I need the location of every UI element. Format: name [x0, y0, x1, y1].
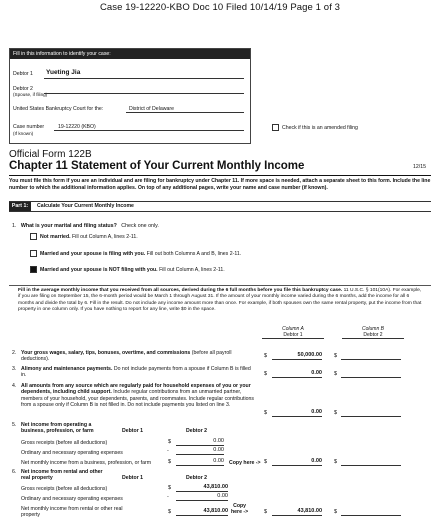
line-6-r2-minus: -: [167, 494, 169, 500]
line-6-r1-dollar: $: [168, 485, 172, 491]
debtor2-line: [44, 93, 244, 94]
line-5-r2-debtor2-value[interactable]: 0.00: [176, 446, 224, 455]
married-separate-checkbox[interactable]: [30, 266, 37, 273]
line-4-household: 4. All amounts from any source which are regularly paid for household expenses of you or your dependents, including child support. Include regular contributions from an unmarried partner, members of your household, your dependents, parents, and roommates. Include regular contributions from a spouse only if Column B is not filled in. Do not include payments you listed on line 3.: [12, 383, 254, 408]
line-5-net-income: Net monthly income from a business, profession, or farm: [21, 460, 152, 466]
amended-filing-option[interactable]: [272, 124, 358, 131]
case-number-value: 19-12220 (KBO): [58, 124, 96, 130]
line-6-col-b-value[interactable]: [341, 507, 401, 516]
line-6-r2-debtor2-value[interactable]: 0.00: [176, 492, 228, 501]
case-identification-box: [9, 48, 251, 144]
line-5-gross-receipts: Gross receipts (before all deductions): [21, 440, 108, 446]
part1-bar: [9, 201, 431, 212]
official-form-number: Official Form 122B: [9, 149, 92, 160]
line-4-b-dollar: $: [334, 410, 338, 416]
line-5-r2-minus: -: [167, 448, 169, 454]
part1-title: Calculate Your Current Monthly Income: [37, 203, 134, 209]
identify-bar: Fill in this information to identify your case:: [10, 49, 250, 59]
question-1-text: What is your marital and filing status?: [20, 223, 117, 229]
line-6-debtor2-header: Debtor 2: [186, 475, 208, 481]
line-6-col-a-value[interactable]: 43,810.00: [272, 507, 322, 516]
option-married-separate[interactable]: Married and your spouse is NOT filing with you. Fill out Column A, lines 2-11.: [30, 266, 225, 273]
case-header: Case 19-12220-KBO Doc 10 Filed 10/14/19 Page 1 of 3: [99, 2, 341, 13]
title-rule: [9, 175, 431, 176]
line-4-dollar: $: [264, 410, 268, 416]
debtor1-name: Yueting Jia: [46, 69, 81, 76]
line-5-col-a-value[interactable]: 0.00: [272, 457, 322, 466]
form-title: Chapter 11 Statement of Your Current Monthly Income: [9, 160, 305, 172]
line-3-dollar: $: [264, 371, 268, 377]
court-line: [126, 112, 244, 113]
line-6-net-income: Net monthly income from rental or other real property: [21, 506, 123, 519]
line-5-debtor2-header: Debtor 2: [186, 428, 208, 434]
line-2-col-a-value[interactable]: 50,000.00: [272, 351, 322, 360]
line-5-col-b-value[interactable]: [341, 457, 401, 466]
case-number-label: Case number: [13, 124, 45, 130]
case-number-sub: (If known): [13, 131, 34, 136]
line-6-copy-here: Copy here ->: [231, 503, 249, 515]
form-date: 12/15: [413, 164, 426, 170]
line-2-col-b-value[interactable]: [341, 351, 401, 360]
line-5-b-dollar: $: [334, 459, 338, 465]
line-6-gross-receipts: Gross receipts (before all deductions): [21, 486, 108, 492]
question-1-sub: Check one only.: [121, 223, 159, 229]
line-6-operating-expenses: Ordinary and necessary operating expenses: [21, 496, 123, 502]
line-4-col-a-value[interactable]: 0.00: [272, 408, 322, 417]
line-5-operating-expenses: Ordinary and necessary operating expenses: [21, 450, 123, 456]
case-number-line: [54, 130, 244, 131]
line-5-a-dollar: $: [264, 459, 268, 465]
form-instructions: You must file this form if you are an individual and are filing for bankruptcy under Chapter 11. If more space is needed, attach a separate sheet to this form. Include the line number to which the additional information applies. On top of any additional pages, write your name and case number (if known).: [9, 178, 431, 191]
amended-checkbox[interactable]: [272, 124, 279, 131]
line-2-wages: 2. Your gross wages, salary, tips, bonuses, overtime, and commissions (before all payroll deductions).: [12, 350, 232, 363]
line-3-alimony: 3. Alimony and maintenance payments. Do not include payments from a spouse if Column B is filled in.: [12, 366, 251, 379]
line-5-r1-debtor2-value[interactable]: 0.00: [176, 437, 224, 446]
line-5-debtor1-header: Debtor 1: [122, 428, 144, 434]
court-value: District of Delaware: [129, 106, 174, 112]
line-6-rental: 6. Net income from rental and other real property: [12, 469, 103, 482]
debtor1-line: [44, 78, 244, 79]
line-6-r1-debtor2-value[interactable]: 43,810.00: [176, 483, 228, 492]
debtor1-label: Debtor 1: [13, 71, 33, 77]
debtor2-label: Debtor 2: [13, 86, 33, 92]
question-1: 1. What is your marital and filing status? Check one only.: [12, 223, 159, 229]
line-5-r3-debtor2-value[interactable]: 0.00: [176, 457, 224, 466]
option-married-joint[interactable]: Married and your spouse is filing with you. Fill out both Columns A and B, lines 2-11.: [30, 250, 241, 257]
average-income-instructions: Fill in the average monthly income that you received from all sources, derived during the 6 full months before you file this bankruptcy case. 11 U.S.C. § 101(10A). For example, if you are filing on September 15, the 6-month period would be March 1 through August 31. If the amount of your monthly income varied during the 6 months, add the income for all 6 months and divide the total by 6. Fill in the result. Do not include any income amount more than once. For example, if both spouses own the same rental property, put the income from that property in one column only. If you have nothing to report for any line, write $0 in the space.: [18, 288, 422, 312]
line-3-col-a-value[interactable]: 0.00: [272, 369, 322, 378]
section-rule: [9, 285, 431, 286]
part1-label: Part 1:: [9, 202, 31, 211]
line-6-debtor1-header: Debtor 1: [122, 475, 144, 481]
column-b-header: Column B Debtor 2: [342, 326, 404, 339]
debtor2-sub: (Spouse, if filing): [13, 92, 48, 97]
line-6-a-dollar: $: [264, 509, 268, 515]
line-6-r3-debtor2-value[interactable]: 43,810.00: [176, 507, 228, 516]
court-label: United States Bankruptcy Court for the:: [13, 106, 104, 112]
line-3-b-dollar: $: [334, 371, 338, 377]
line-5-r3-dollar: $: [168, 459, 172, 465]
line-6-b-dollar: $: [334, 509, 338, 515]
line-6-r3-dollar: $: [168, 509, 172, 515]
line-2-dollar: $: [264, 353, 268, 359]
line-4-col-b-value[interactable]: [341, 408, 401, 417]
amended-label: Check if this is an amended filing: [282, 124, 358, 131]
not-married-checkbox[interactable]: [30, 233, 37, 240]
line-3-col-b-value[interactable]: [341, 369, 401, 378]
line-5-r1-dollar: $: [168, 439, 172, 445]
column-a-header: Column A Debtor 1: [262, 326, 324, 339]
married-joint-checkbox[interactable]: [30, 250, 37, 257]
option-not-married[interactable]: Not married. Fill out Column A, lines 2-11.: [30, 233, 138, 240]
line-2-b-dollar: $: [334, 353, 338, 359]
line-5-copy-here: Copy here ->: [229, 460, 261, 466]
line-5-business: 5. Net income from operating a business, profession, or farm: [12, 422, 94, 435]
